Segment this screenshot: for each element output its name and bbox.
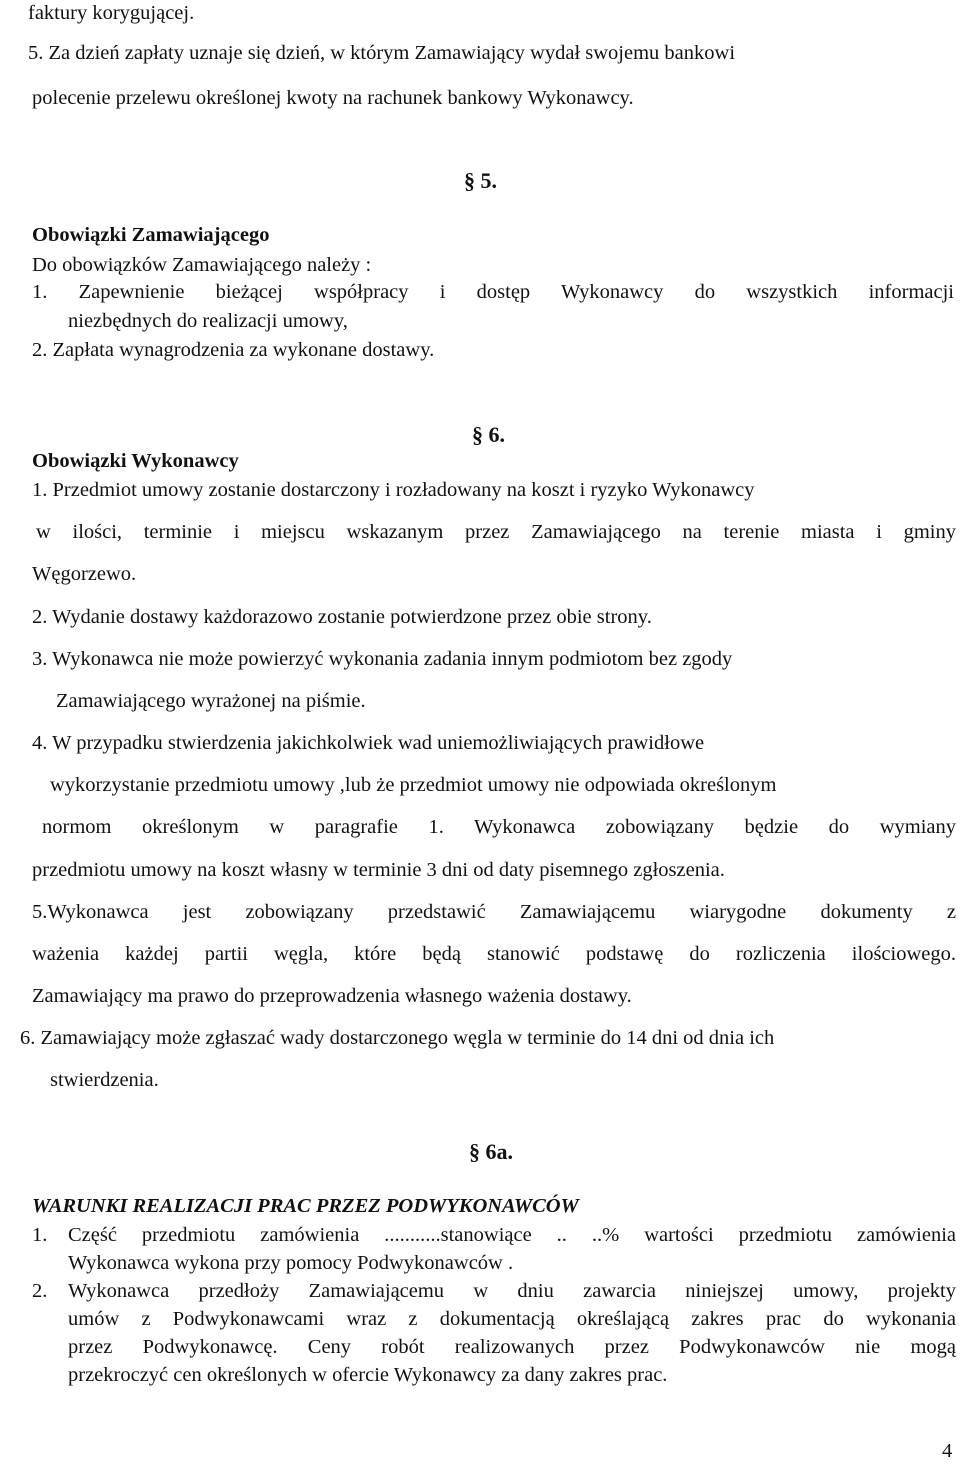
text-line: przez Podwykonawcę. Ceny robót realizowanych przez Podwykonawców nie mogą bbox=[68, 1336, 956, 1358]
text-line: Zamawiający ma prawo do przeprowadzenia własnego ważenia dostawy. bbox=[32, 985, 632, 1007]
list-item: 2. Zapłata wynagrodzenia za wykonane dostawy. bbox=[32, 339, 435, 361]
text-line: umów z Podwykonawcami wraz z dokumentacją określającą zakres prac do wykonania bbox=[68, 1308, 956, 1330]
text-line: wykorzystanie przedmiotu umowy ,lub że przedmiot umowy nie odpowiada określonym bbox=[50, 774, 777, 796]
text-line: ważenia każdej partii węgla, które będą stanowić podstawę do rozliczenia ilościowego. bbox=[32, 943, 956, 965]
text-line: faktury korygującej. bbox=[28, 2, 195, 24]
list-item: 1. Zapewnienie bieżącej współpracy i dostęp Wykonawcy do wszystkich informacji bbox=[32, 281, 954, 303]
text-line: Do obowiązków Zamawiającego należy : bbox=[32, 254, 372, 276]
list-number: 2. bbox=[32, 1280, 48, 1302]
section-heading: WARUNKI REALIZACJI PRAC PRZEZ PODWYKONAWCÓW bbox=[32, 1195, 579, 1217]
text-line: 5. Za dzień zapłaty uznaje się dzień, w którym Zamawiający wydał swojemu bankowi bbox=[28, 42, 736, 64]
list-item: Część przedmiotu zamówienia ...........stanowiące .. ..% wartości przedmiotu zamówienia bbox=[68, 1224, 956, 1246]
list-item: 6. Zamawiający może zgłaszać wady dostarczonego węgla w terminie do 14 dni od dnia ich bbox=[20, 1027, 775, 1049]
list-item: 5.Wykonawca jest zobowiązany przedstawić Zamawiającemu wiarygodne dokumenty z bbox=[32, 901, 956, 923]
text-line: normom określonym w paragrafie 1. Wykonawca zobowiązany będzie do wymiany bbox=[42, 816, 956, 838]
list-item: 2. Wydanie dostawy każdorazowo zostanie potwierdzone przez obie strony. bbox=[32, 606, 652, 628]
section-number: § 5. bbox=[464, 168, 497, 193]
list-item: Wykonawca przedłoży Zamawiającemu w dniu zawarcia niniejszej umowy, projekty bbox=[68, 1280, 956, 1302]
text-line: polecenie przelewu określonej kwoty na rachunek bankowy Wykonawcy. bbox=[32, 87, 634, 109]
section-number: § 6. bbox=[472, 422, 505, 447]
page-number: 4 bbox=[942, 1440, 953, 1462]
section-number: § 6a. bbox=[469, 1139, 513, 1164]
text-line: niezbędnych do realizacji umowy, bbox=[68, 310, 348, 332]
text-line: Węgorzewo. bbox=[32, 563, 137, 585]
list-number: 1. bbox=[32, 1224, 48, 1246]
text-line: przedmiotu umowy na koszt własny w terminie 3 dni od daty pisemnego zgłoszenia. bbox=[32, 859, 725, 881]
list-item: 3. Wykonawca nie może powierzyć wykonania zadania innym podmiotom bez zgody bbox=[32, 648, 733, 670]
text-line: Wykonawca wykona przy pomocy Podwykonawców . bbox=[68, 1252, 514, 1274]
text-line: stwierdzenia. bbox=[50, 1069, 159, 1091]
list-item: 1. Przedmiot umowy zostanie dostarczony i rozładowany na koszt i ryzyko Wykonawcy bbox=[32, 479, 755, 501]
text-line: przekroczyć cen określonych w ofercie Wykonawcy za dany zakres prac. bbox=[68, 1364, 668, 1386]
list-item: 4. W przypadku stwierdzenia jakichkolwiek wad uniemożliwiających prawidłowe bbox=[32, 732, 705, 754]
text-line: Zamawiającego wyrażonej na piśmie. bbox=[56, 690, 366, 712]
section-heading: Obowiązki Wykonawcy bbox=[32, 450, 239, 472]
text-line: w ilości, terminie i miejscu wskazanym przez Zamawiającego na terenie miasta i gminy bbox=[36, 521, 956, 543]
section-heading: Obowiązki Zamawiającego bbox=[32, 224, 270, 246]
